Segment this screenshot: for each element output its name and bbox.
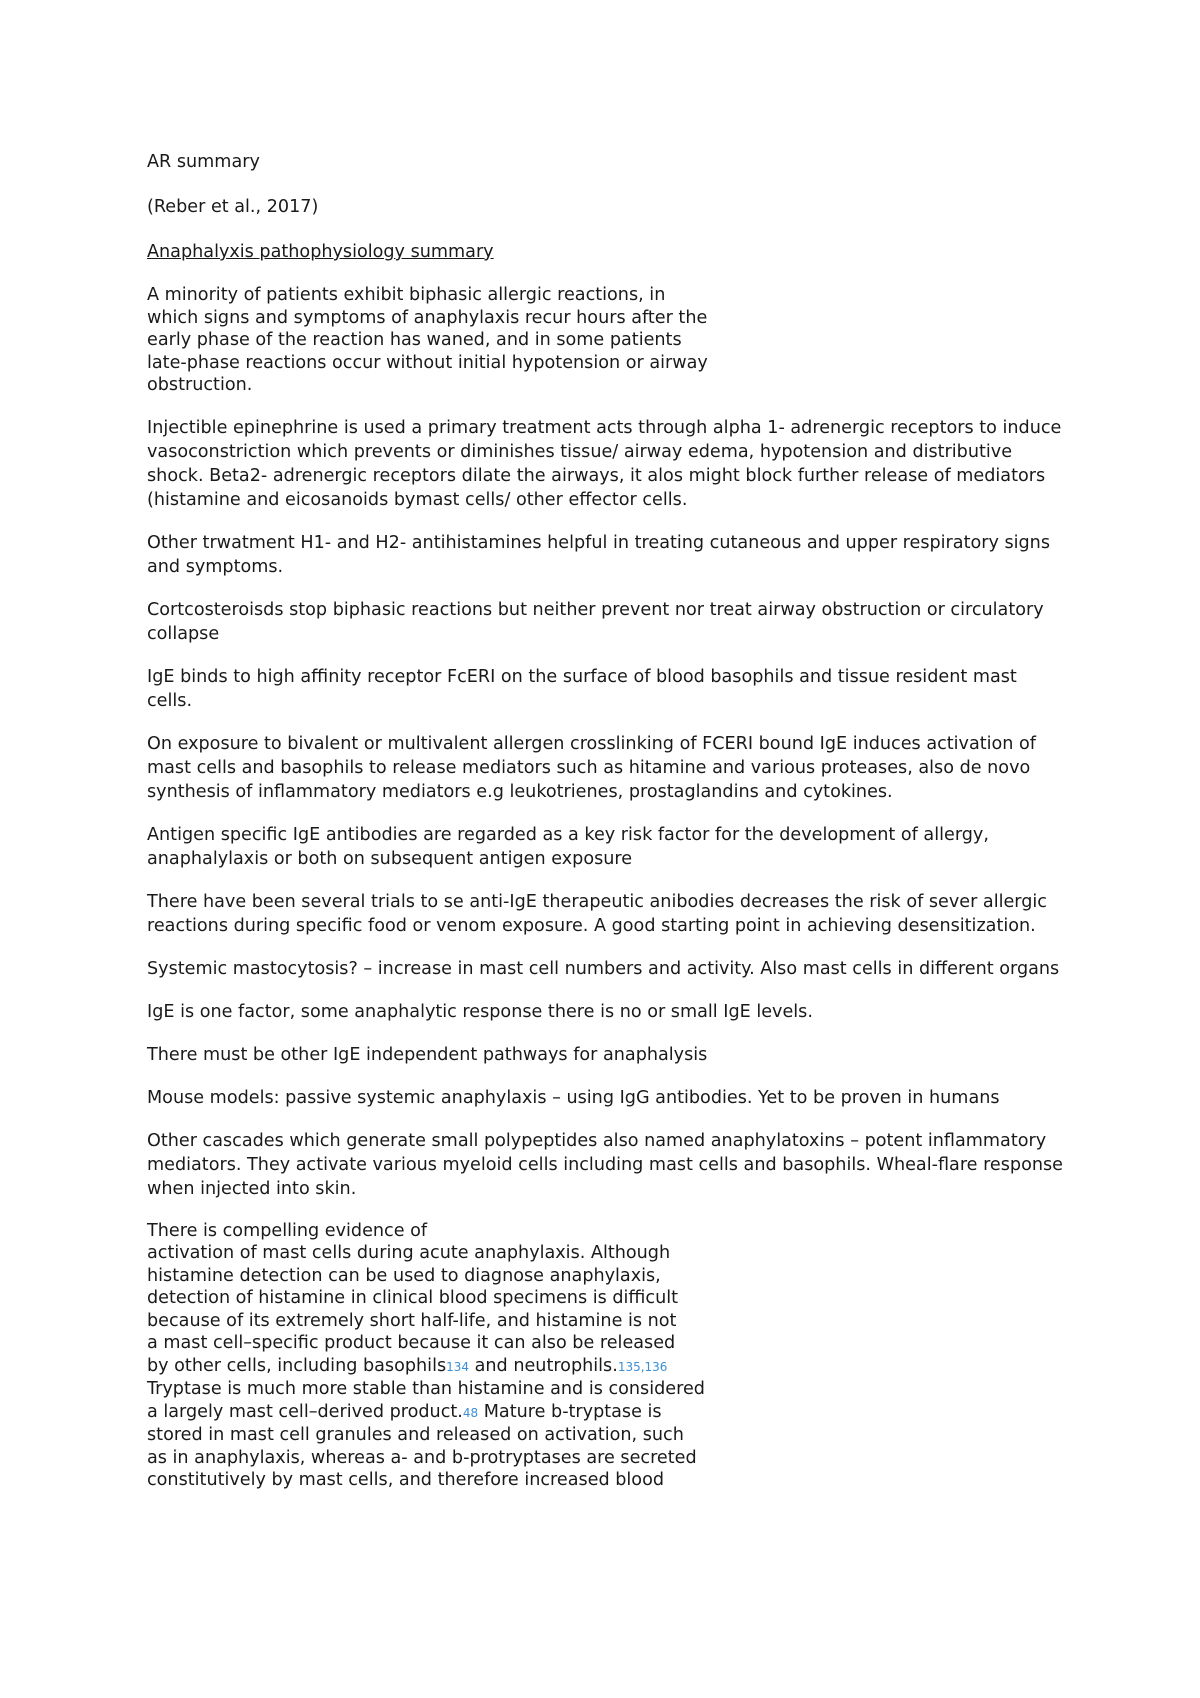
final-line: detection of histamine in clinical blood specimens is difficult [147, 1288, 679, 1308]
document-body [147, 150, 1067, 1492]
intro-line: obstruction. [147, 375, 253, 395]
histamine-tryptase-paragraph [147, 1220, 1067, 1492]
final-line: There is compelling evidence of [147, 1220, 428, 1241]
final-line: as in anaphylaxis, whereas a- and b-protryptases are secreted [147, 1447, 697, 1468]
paragraph-antihistamines: Other trwatment H1- and H2- antihistamines helpful in treating cutaneous and upper respiratory signs and symptoms. [147, 532, 1051, 577]
paragraph-anaphylatoxins: Other cascades which generate small polypeptides also named anaphylatoxins – potent inflammatory mediators. They activate various myeloid cells including mast cells and basophils. Wheal-flare response when injected into skin. [147, 1130, 1063, 1199]
final-line: histamine detection can be used to diagnose anaphylaxis, [147, 1265, 661, 1286]
final-line: Tryptase is much more stable than histamine and is considered [147, 1379, 705, 1399]
intro-line: which signs and symptoms of anaphylaxis recur hours after the [147, 307, 708, 328]
final-line: a mast cell–specific product because it can also be released [147, 1333, 676, 1353]
paragraph-ige-independent: There must be other IgE independent pathways for anaphalysis [147, 1044, 708, 1065]
paragraph-allergen-crosslinking: On exposure to bivalent or multivalent allergen crosslinking of FCERI bound IgE induces activation of mast cells and basophils to release mediators such as hitamine and various proteases, also de novo synthesis of inflammatory mediators e.g leukotrienes, prostaglandins and cytokines. [147, 733, 1036, 802]
paragraph-ige-risk-factor: Antigen specific IgE antibodies are regarded as a key risk factor for the development of allergy, anaphalylaxis or both on subsequent antigen exposure [147, 824, 989, 869]
final-line-text: by other cells, including basophils [147, 1355, 447, 1376]
reference-link[interactable]: 134 [446, 1359, 470, 1374]
paragraph-anti-ige-trials: There have been several trials to se anti-IgE therapeutic anibodies decreases the risk of sever allergic reactions during specific food or venom exposure. A good starting point in achieving desensitization. [147, 891, 1047, 936]
final-line: stored in mast cell granules and released on activation, such [147, 1425, 684, 1445]
paragraph-mouse-models: Mouse models: passive systemic anaphylaxis – using IgG antibodies. Yet to be proven in humans [147, 1087, 1000, 1108]
final-line-text: and neutrophils. [469, 1355, 618, 1376]
citation: (Reber et al., 2017) [147, 197, 319, 217]
paragraph-corticosteroids: Cortcosteroisds stop biphasic reactions but neither prevent nor treat airway obstruction or circulatory collapse [147, 599, 1044, 644]
final-line: activation of mast cells during acute anaphylaxis. Although [147, 1243, 671, 1263]
intro-line: A minority of patients exhibit biphasic allergic reactions, in [147, 285, 666, 305]
section-heading: Anaphalyxis pathophysiology summary [147, 242, 494, 262]
final-line-text: Mature b-tryptase is [478, 1401, 662, 1422]
paragraph-epinephrine: Injectible epinephrine is used a primary treatment acts through alpha 1- adrenergic receptors to induce vasoconstriction which prevents or diminishes tissue/ airway edema, hypotension and distributive shock. Beta2- adrenergic receptors dilate the airways, it alos might block further release of mediators (histamine and eicosanoids bymast cells/ other effector cells. [147, 417, 1062, 510]
paragraph-ige-factor: IgE is one factor, some anaphalytic response there is no or small IgE levels. [147, 1001, 813, 1022]
final-line-text: a largely mast cell–derived product. [147, 1401, 463, 1422]
intro-paragraph [147, 284, 1067, 397]
final-line [147, 1355, 1067, 1379]
final-line: because of its extremely short half-life, and histamine is not [147, 1310, 677, 1331]
paragraph-mastocytosis: Systemic mastocytosis? – increase in mast cell numbers and activity. Also mast cells in different organs [147, 958, 1060, 979]
reference-link[interactable]: 48 [462, 1405, 479, 1420]
final-line: constitutively by mast cells, and therefore increased blood [147, 1470, 665, 1490]
intro-line: late-phase reactions occur without initial hypotension or airway [147, 352, 708, 373]
intro-line: early phase of the reaction has waned, and in some patients [147, 330, 682, 350]
document-title: AR summary [147, 152, 260, 172]
final-line [147, 1401, 1067, 1425]
paragraph-ige-binding: IgE binds to high affinity receptor FcERI on the surface of blood basophils and tissue resident mast cells. [147, 666, 1017, 711]
reference-link[interactable]: 135,136 [617, 1359, 668, 1374]
